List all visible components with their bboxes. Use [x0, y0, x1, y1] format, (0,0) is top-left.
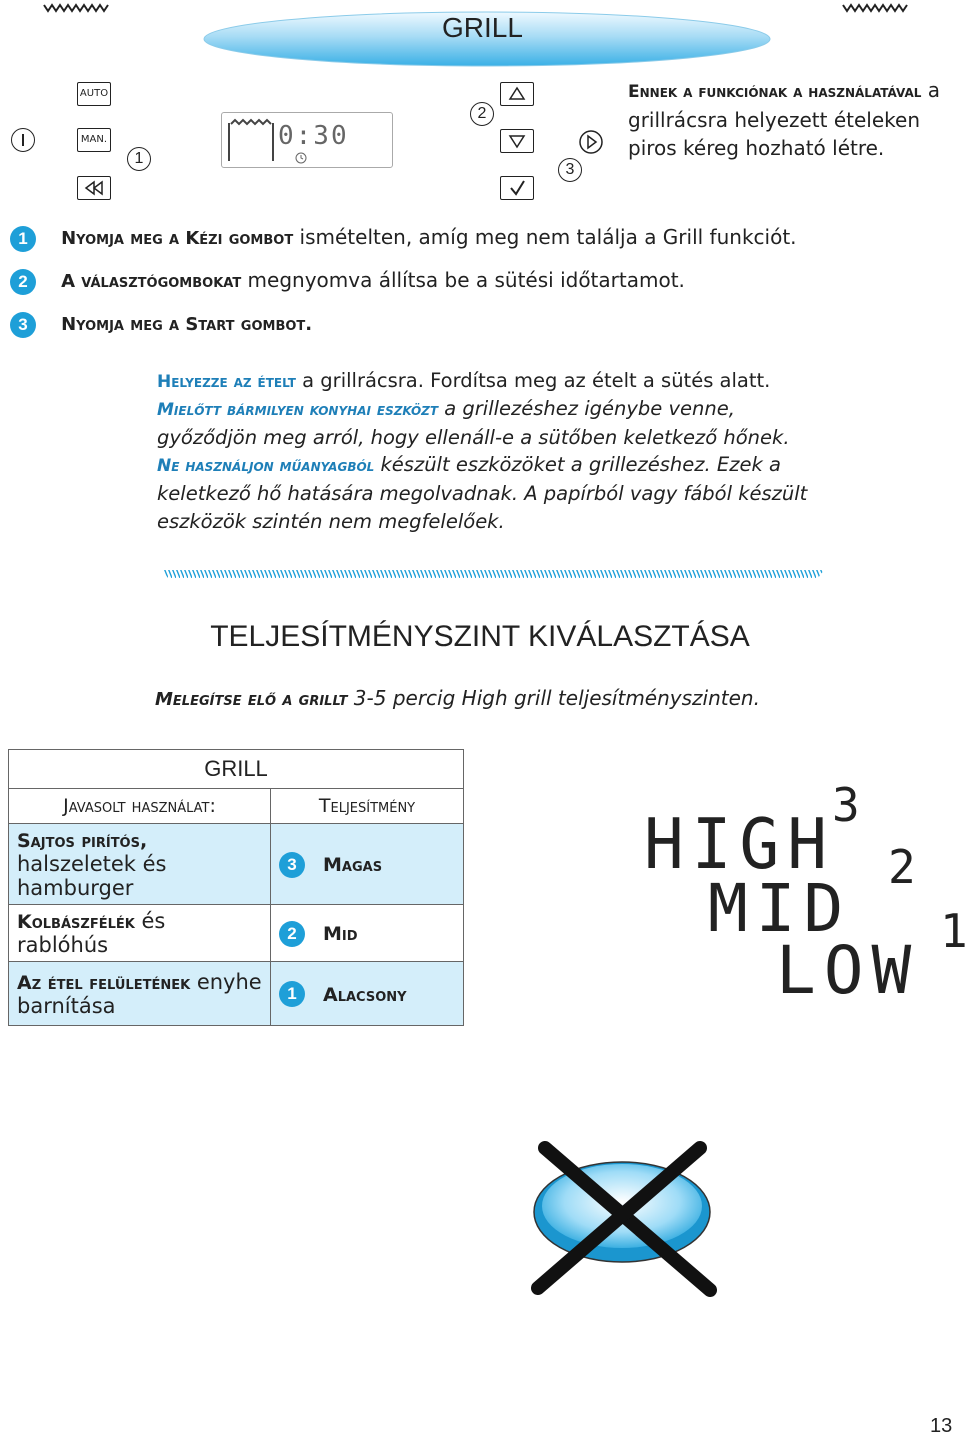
confirm-button[interactable]: [500, 176, 534, 200]
up-button[interactable]: [500, 82, 534, 106]
row-text: és rablóhús: [17, 909, 166, 957]
level-badge: 1: [279, 981, 305, 1007]
step-text: megnyomva állítsa be a sütési időtartamot.: [241, 268, 685, 292]
grill-table: [8, 749, 464, 1026]
step-number: 1: [10, 226, 36, 252]
table-row: [9, 905, 464, 962]
step-bold: Nyomja meg a Kézi gombot: [61, 228, 294, 249]
step-marker-1: 1: [127, 147, 151, 171]
level-badge: 3: [279, 852, 305, 878]
step-1: [10, 225, 797, 268]
intro-lead: Ennek a funkciónak a használatával: [628, 82, 922, 102]
step-2: [10, 268, 797, 311]
clock-icon: [294, 151, 308, 165]
corner-decoration-right: [843, 3, 907, 13]
level-badge: 2: [279, 921, 305, 947]
row-bold: Kolbászfélék: [17, 911, 135, 933]
table-row: [9, 962, 464, 1026]
power-label: Magas: [323, 854, 383, 876]
section-divider: [160, 568, 826, 582]
row-text: enyhe barnítása: [17, 969, 262, 1018]
triangle-up-icon: [501, 83, 533, 105]
subtitle-text: 3-5 percig High grill teljesítményszinten.: [347, 686, 760, 710]
note-text: készült eszközöket a grillezéshez. Ezek a keletkező hő hatására megolvadnak. A papírból vagy fából készült eszközök szintén nem megfelelőek.: [157, 453, 808, 533]
table-row: [9, 824, 464, 905]
step-bold: Nyomja meg a Start gombot.: [61, 314, 313, 335]
crossed-dish-illustration: [520, 1140, 730, 1300]
step-text: ismételten, amíg meg nem találja a Grill funkciót.: [293, 225, 797, 249]
row-text: halszeletek és hamburger: [17, 852, 167, 900]
step-3: [10, 311, 797, 354]
subtitle-bold: Melegítse elő a grillt: [155, 689, 348, 710]
back-button[interactable]: [77, 176, 111, 200]
step-list: [10, 225, 797, 354]
power-label: Alacsony: [323, 983, 407, 1006]
row-bold: Az étel felületének: [17, 971, 191, 994]
lcd-display: [221, 112, 393, 168]
intro-body: a grillrácsra helyezett ételeken piros kéreg hozható létre.: [628, 78, 941, 160]
intro-text: [628, 76, 956, 162]
note-bold: Ne használjon műanyagból: [157, 456, 375, 476]
page-number: 13: [930, 1415, 953, 1437]
table-header-usage: Javasolt használat:: [9, 789, 271, 824]
section-title: TELJESÍTMÉNYSZINT KIVÁLASZTÁSA: [210, 620, 750, 653]
down-button[interactable]: [500, 129, 534, 153]
step-bold: A választógombokat: [61, 271, 242, 292]
note-2: [157, 395, 817, 452]
oven-level-icon: [226, 117, 276, 163]
level-mid-text: MID: [708, 870, 852, 947]
start-button[interactable]: [578, 129, 604, 159]
triangle-down-icon: [501, 130, 533, 152]
display-time: 0:30: [278, 121, 349, 151]
step-number: 2: [10, 269, 36, 295]
checkmark-icon: [501, 177, 533, 199]
note-3: [157, 451, 817, 536]
level-high-text: HIGH: [644, 804, 835, 885]
power-label: Mid: [323, 923, 358, 945]
note-text: a grillrácsra. Fordítsa meg az ételt a sütés alatt.: [295, 369, 771, 392]
level-high-number: 3: [832, 778, 860, 832]
table-header-power: Teljesítmény: [271, 789, 464, 824]
step-number: 3: [10, 312, 36, 338]
row-bold: Sajtos pirítós,: [17, 830, 148, 852]
power-icon[interactable]: [11, 128, 35, 152]
level-low-text: LOW: [776, 932, 920, 1009]
level-mid-number: 2: [888, 840, 916, 894]
auto-button[interactable]: AUTO: [77, 82, 111, 106]
note-1: [157, 367, 817, 396]
level-low-number: 1: [940, 904, 968, 958]
table-title: GRILL: [9, 750, 464, 789]
corner-decoration-left: [44, 3, 108, 13]
rewind-icon: [78, 177, 110, 199]
note-bold: Mielőtt bármilyen konyhai eszközt: [157, 400, 439, 420]
page-title: GRILL: [442, 12, 523, 43]
step-marker-3: 3: [558, 158, 582, 182]
play-icon: [578, 129, 604, 155]
manual-button[interactable]: MAN.: [77, 128, 111, 152]
note-text: a grillezéshez igénybe venne, győződjön meg arról, hogy ellenáll-e a sütőben keletkező hőnek.: [157, 397, 790, 449]
section-subtitle: [155, 686, 760, 710]
step-marker-2: 2: [470, 102, 494, 126]
note-bold: Helyezze az ételt: [157, 372, 296, 392]
